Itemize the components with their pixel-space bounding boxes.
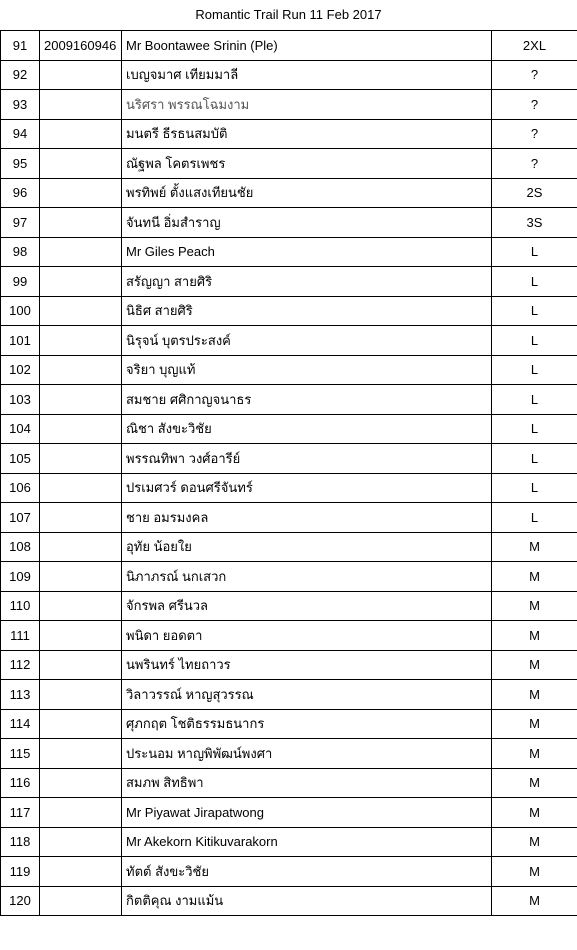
runner-id-cell	[40, 119, 122, 149]
shirt-size-cell: M	[492, 650, 577, 680]
row-number-cell: 100	[1, 296, 40, 326]
runner-name-cell: Mr Akekorn Kitikuvarakorn	[122, 827, 492, 857]
row-number-cell: 115	[1, 739, 40, 769]
shirt-size-cell: L	[492, 326, 577, 356]
shirt-size-cell: M	[492, 886, 577, 916]
row-number-cell: 118	[1, 827, 40, 857]
shirt-size-cell: M	[492, 768, 577, 798]
table-row	[1, 90, 577, 120]
table-row	[1, 591, 577, 621]
runner-id-cell	[40, 149, 122, 179]
shirt-size-cell: L	[492, 473, 577, 503]
table-row	[1, 208, 577, 238]
runner-name-cell: สมชาย ศศิกาญจนาธร	[122, 385, 492, 415]
runner-id-cell	[40, 473, 122, 503]
row-number-cell: 106	[1, 473, 40, 503]
runner-id-cell	[40, 296, 122, 326]
row-number-cell: 119	[1, 857, 40, 887]
runner-name-cell: จันทนี อิ่มสำราญ	[122, 208, 492, 238]
runner-name-cell: ทัตต์ สังขะวิชัย	[122, 857, 492, 887]
table-row	[1, 326, 577, 356]
shirt-size-cell: ?	[492, 60, 577, 90]
runner-id-cell	[40, 385, 122, 415]
runner-id-cell	[40, 503, 122, 533]
runner-name-cell: ศุภกฤต โชติธรรมธนากร	[122, 709, 492, 739]
runner-id-cell	[40, 178, 122, 208]
shirt-size-cell: 2S	[492, 178, 577, 208]
shirt-size-cell: M	[492, 591, 577, 621]
shirt-size-cell: ?	[492, 119, 577, 149]
table-row	[1, 60, 577, 90]
row-number-cell: 120	[1, 886, 40, 916]
table-row	[1, 650, 577, 680]
shirt-size-cell: L	[492, 503, 577, 533]
runner-id-cell	[40, 208, 122, 238]
row-number-cell: 109	[1, 562, 40, 592]
runner-name-cell: สรัญญา สายศิริ	[122, 267, 492, 297]
table-row	[1, 621, 577, 651]
row-number-cell: 94	[1, 119, 40, 149]
shirt-size-cell: M	[492, 621, 577, 651]
table-row	[1, 827, 577, 857]
runner-name-cell: พนิดา ยอดตา	[122, 621, 492, 651]
row-number-cell: 95	[1, 149, 40, 179]
row-number-cell: 111	[1, 621, 40, 651]
runner-name-cell: Mr Piyawat Jirapatwong	[122, 798, 492, 828]
table-row	[1, 768, 577, 798]
shirt-size-cell: L	[492, 414, 577, 444]
table-row	[1, 414, 577, 444]
table-row	[1, 562, 577, 592]
row-number-cell: 91	[1, 31, 40, 61]
table-row	[1, 473, 577, 503]
table-row	[1, 296, 577, 326]
table-row	[1, 886, 577, 916]
runner-id-cell	[40, 237, 122, 267]
runner-name-cell: เบญจมาศ เทียมมาลี	[122, 60, 492, 90]
shirt-size-cell: L	[492, 237, 577, 267]
runner-id-cell	[40, 355, 122, 385]
runner-id-cell: 2009160946	[40, 31, 122, 61]
runner-name-cell: อุทัย น้อยใย	[122, 532, 492, 562]
runner-id-cell	[40, 739, 122, 769]
runner-name-cell: ประนอม หาญพิพัฒน์พงศา	[122, 739, 492, 769]
page-title: Romantic Trail Run 11 Feb 2017	[195, 7, 382, 22]
runner-name-cell: นิภาภรณ์ นกเสวก	[122, 562, 492, 592]
shirt-size-cell: M	[492, 739, 577, 769]
runner-name-cell: กิตติคุณ งามแม้น	[122, 886, 492, 916]
runner-id-cell	[40, 90, 122, 120]
runner-name-cell: Mr Boontawee Srinin (Ple)	[122, 31, 492, 61]
shirt-size-cell: 3S	[492, 208, 577, 238]
runner-table-body	[1, 31, 577, 916]
runner-name-cell: พรรณทิพา วงศ์อารีย์	[122, 444, 492, 474]
runner-id-cell	[40, 857, 122, 887]
row-number-cell: 114	[1, 709, 40, 739]
table-row	[1, 503, 577, 533]
runner-name-cell: นิธิศ สายศิริ	[122, 296, 492, 326]
shirt-size-cell: M	[492, 798, 577, 828]
runner-id-cell	[40, 709, 122, 739]
runner-name-cell: Mr Giles Peach	[122, 237, 492, 267]
runner-name-cell: ปรเมศวร์ ดอนศรีจันทร์	[122, 473, 492, 503]
row-number-cell: 101	[1, 326, 40, 356]
table-row	[1, 798, 577, 828]
runner-name-cell: นพรินทร์ ไทยถาวร	[122, 650, 492, 680]
shirt-size-cell: M	[492, 709, 577, 739]
table-row	[1, 385, 577, 415]
row-number-cell: 97	[1, 208, 40, 238]
row-number-cell: 103	[1, 385, 40, 415]
table-row	[1, 532, 577, 562]
shirt-size-cell: L	[492, 296, 577, 326]
table-row	[1, 149, 577, 179]
row-number-cell: 98	[1, 237, 40, 267]
table-row	[1, 178, 577, 208]
runner-id-cell	[40, 827, 122, 857]
runner-id-cell	[40, 532, 122, 562]
table-row	[1, 857, 577, 887]
runner-id-cell	[40, 591, 122, 621]
row-number-cell: 117	[1, 798, 40, 828]
runner-id-cell	[40, 562, 122, 592]
row-number-cell: 102	[1, 355, 40, 385]
runner-id-cell	[40, 768, 122, 798]
runner-id-cell	[40, 886, 122, 916]
row-number-cell: 112	[1, 650, 40, 680]
shirt-size-cell: L	[492, 267, 577, 297]
row-number-cell: 107	[1, 503, 40, 533]
shirt-size-cell: M	[492, 827, 577, 857]
runner-id-cell	[40, 60, 122, 90]
shirt-size-cell: L	[492, 444, 577, 474]
shirt-size-cell: 2XL	[492, 31, 577, 61]
table-row	[1, 31, 577, 61]
shirt-size-cell: M	[492, 562, 577, 592]
runner-name-cell: นิรุจน์ บุตรประสงค์	[122, 326, 492, 356]
shirt-size-cell: ?	[492, 90, 577, 120]
table-row	[1, 237, 577, 267]
shirt-size-cell: L	[492, 385, 577, 415]
runner-id-cell	[40, 680, 122, 710]
table-row	[1, 267, 577, 297]
row-number-cell: 113	[1, 680, 40, 710]
runner-name-cell: ชาย อมรมงคล	[122, 503, 492, 533]
row-number-cell: 105	[1, 444, 40, 474]
shirt-size-cell: M	[492, 857, 577, 887]
row-number-cell: 92	[1, 60, 40, 90]
shirt-size-cell: L	[492, 355, 577, 385]
runner-id-cell	[40, 650, 122, 680]
shirt-size-cell: ?	[492, 149, 577, 179]
row-number-cell: 96	[1, 178, 40, 208]
runner-name-cell: ณิชา สังขะวิชัย	[122, 414, 492, 444]
table-row	[1, 444, 577, 474]
runner-name-cell: ณัฐพล โคตรเพชร	[122, 149, 492, 179]
runner-table	[0, 30, 577, 916]
runner-id-cell	[40, 621, 122, 651]
runner-name-cell: พรทิพย์ ตั้งแสงเทียนชัย	[122, 178, 492, 208]
runner-id-cell	[40, 444, 122, 474]
row-number-cell: 108	[1, 532, 40, 562]
runner-id-cell	[40, 798, 122, 828]
runner-name-cell: นริศรา พรรณโฉมงาม	[122, 90, 492, 120]
table-row	[1, 355, 577, 385]
table-row	[1, 709, 577, 739]
row-number-cell: 116	[1, 768, 40, 798]
runner-name-cell: มนตรี ธีรธนสมบัติ	[122, 119, 492, 149]
runner-name-cell: สมภพ สิทธิพา	[122, 768, 492, 798]
row-number-cell: 93	[1, 90, 40, 120]
table-row	[1, 680, 577, 710]
runner-id-cell	[40, 326, 122, 356]
runner-id-cell	[40, 414, 122, 444]
row-number-cell: 110	[1, 591, 40, 621]
runner-name-cell: วิลาวรรณ์ หาญสุวรรณ	[122, 680, 492, 710]
table-row	[1, 119, 577, 149]
runner-name-cell: จริยา บุญแท้	[122, 355, 492, 385]
shirt-size-cell: M	[492, 680, 577, 710]
runner-name-cell: จักรพล ศรีนวล	[122, 591, 492, 621]
shirt-size-cell: M	[492, 532, 577, 562]
runner-id-cell	[40, 267, 122, 297]
table-row	[1, 739, 577, 769]
row-number-cell: 99	[1, 267, 40, 297]
row-number-cell: 104	[1, 414, 40, 444]
